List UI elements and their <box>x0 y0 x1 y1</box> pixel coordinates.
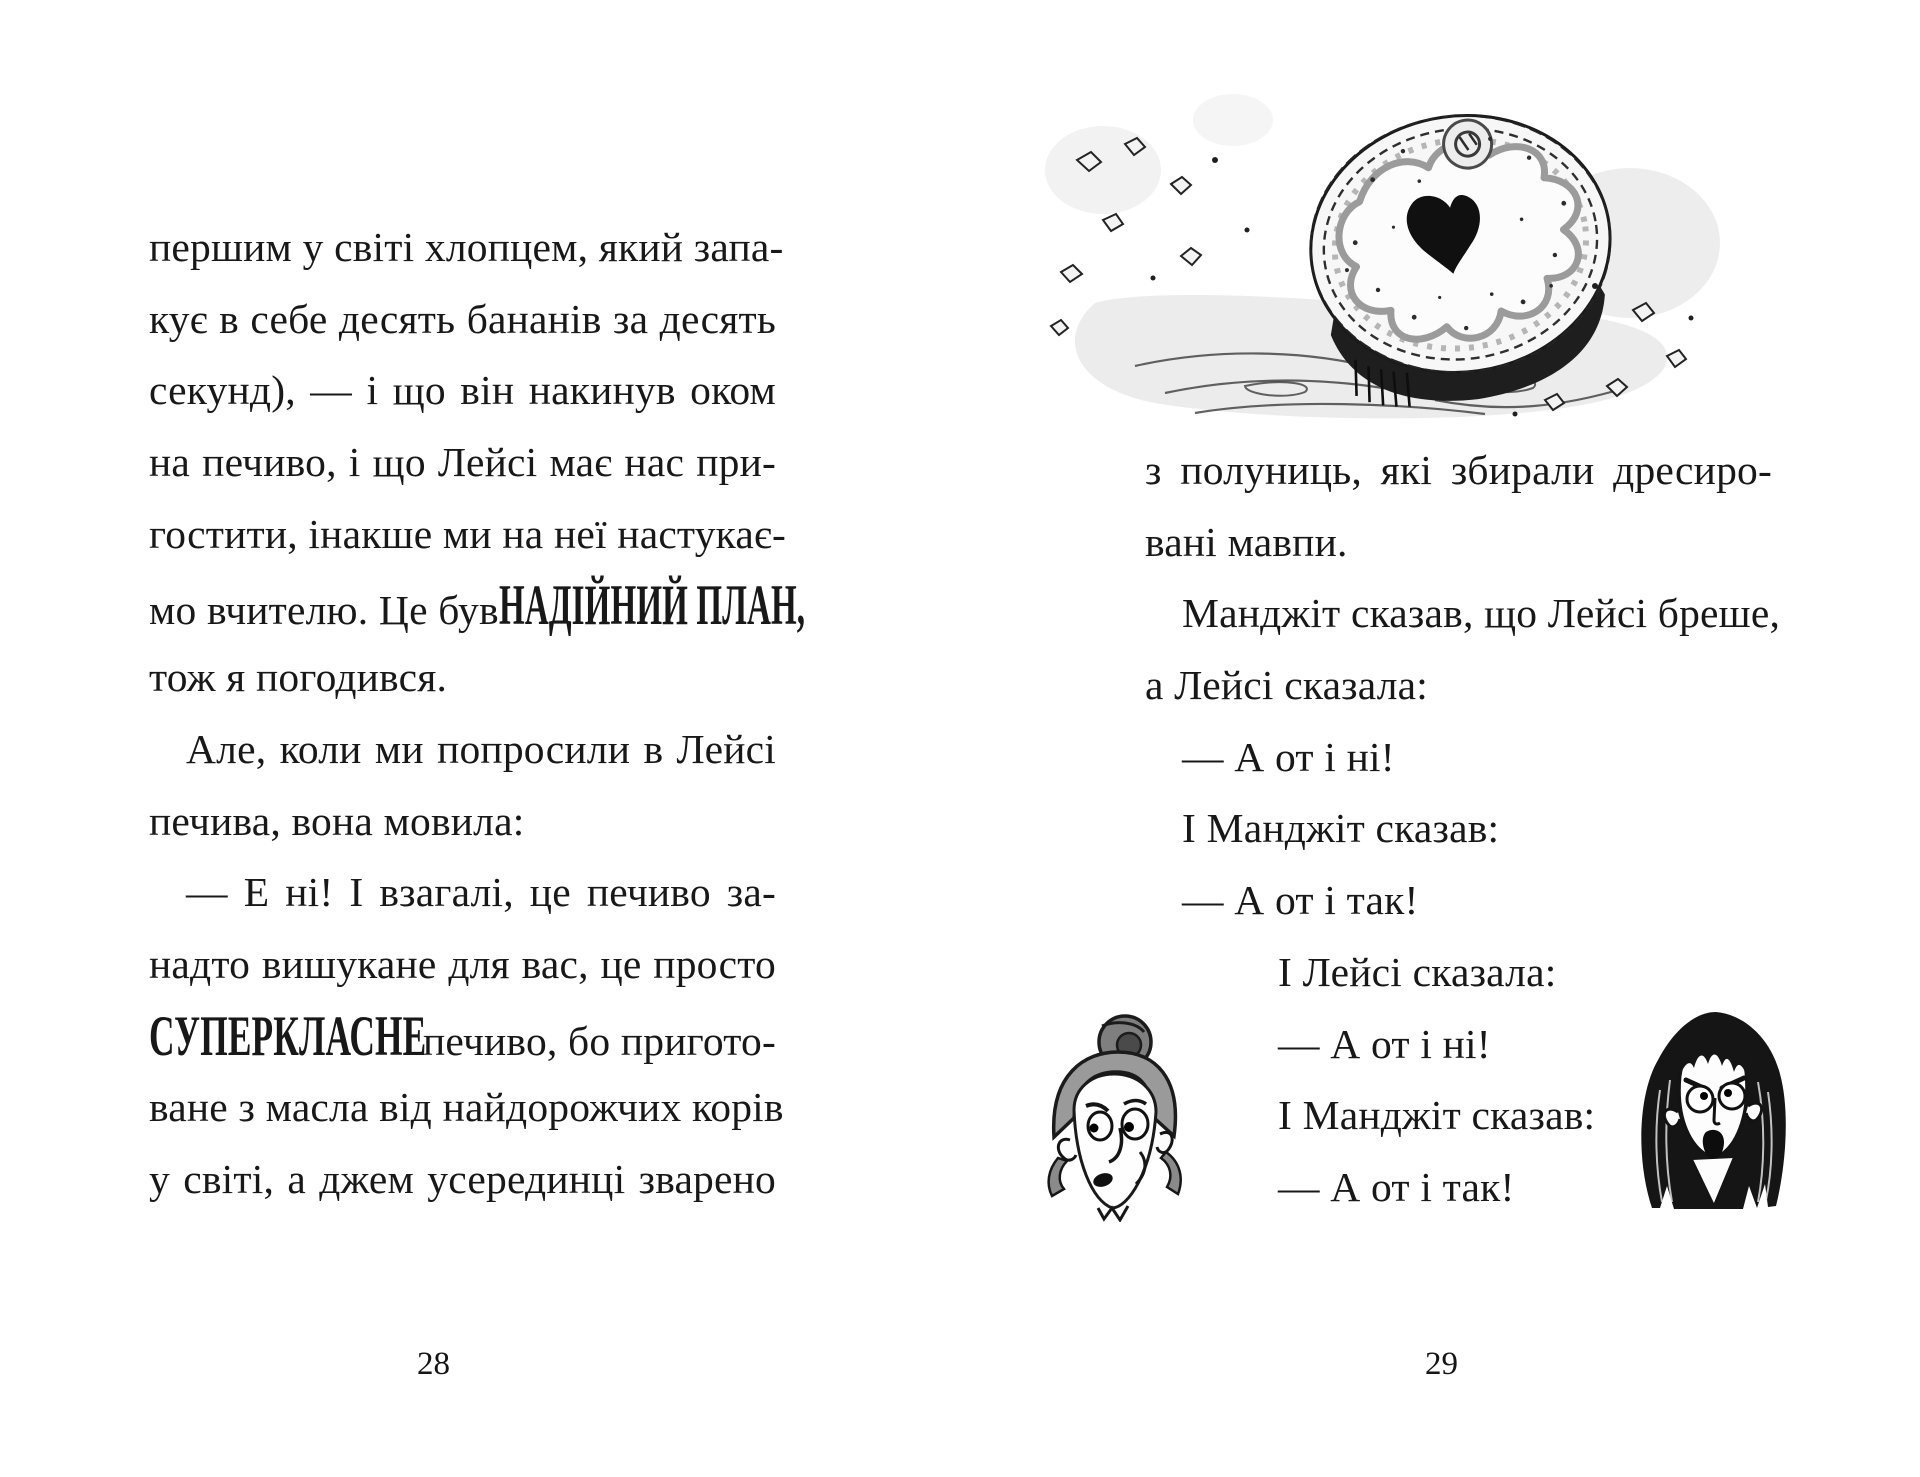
text-line: а Лейсі сказала: <box>1145 662 1429 709</box>
display-caps <box>498 570 805 647</box>
display-caps-text: НАДІЙНИЙ ПЛАН, <box>498 574 805 638</box>
text-line: першим у світі хлопцем, який запа- <box>149 224 784 270</box>
text-line: на печиво, і що Лейсі має нас при- <box>149 439 776 486</box>
display-caps <box>149 1001 427 1078</box>
collar <box>1098 1206 1128 1220</box>
text-line: тож я погодився. <box>149 654 448 701</box>
text-line: з полуниць, які збирали дресиро- <box>1145 447 1772 493</box>
right-ear <box>1157 1132 1172 1152</box>
text-line: — А от і так! <box>1278 1163 1515 1210</box>
face <box>1074 1074 1156 1208</box>
text-line: І Манджіт сказав: <box>1182 805 1500 852</box>
text-line: секунд), — і що він накинув оком <box>149 367 776 414</box>
long-haired-girl-illustration <box>1630 1000 1795 1215</box>
right-ear <box>1746 1103 1762 1121</box>
left-eye <box>1687 1086 1713 1112</box>
text-run: печиво, бо пригото- <box>422 1017 776 1064</box>
text-line: ване з масла від найдорожчих корів <box>149 1084 784 1131</box>
text-line: кує в себе десять бананів за десять <box>149 295 776 342</box>
text-line: І Манджіт сказав: <box>1278 1092 1596 1139</box>
text-line <box>149 570 805 642</box>
text-line: — А от і ні! <box>1182 733 1395 780</box>
display-caps-text: СУПЕРКЛАСНЕ <box>149 1004 427 1068</box>
text-line: Манджіт сказав, що Лейсі бреше, <box>1182 590 1781 637</box>
text-line: — А от і ні! <box>1278 1020 1491 1067</box>
text-line: вані мавпи. <box>1145 518 1348 565</box>
text-run: мо вчителю. Це був <box>149 587 499 634</box>
girl-with-bun-illustration <box>1040 1012 1190 1222</box>
text-line: І Лейсі сказала: <box>1278 948 1557 995</box>
right-eye <box>1719 1083 1745 1109</box>
text-line: печива, вона мовила: <box>149 797 525 844</box>
page-28-text-block <box>149 212 805 1216</box>
text-line: — А от і так! <box>1182 877 1419 924</box>
left-ear <box>1058 1139 1076 1160</box>
page-number: 29 <box>1425 1346 1458 1382</box>
text-line: у світі, а джем усерединці зварено <box>149 1155 776 1202</box>
text-line: гостити, інакше ми на неї настукає- <box>149 510 787 557</box>
page-number: 28 <box>417 1346 450 1382</box>
text-line: — Е ні! І взагалі, це печиво за- <box>186 869 776 916</box>
left-ear <box>1664 1109 1680 1127</box>
text-line <box>149 1001 776 1073</box>
text-line: Але, коли ми попросили в Лейсі <box>186 725 776 772</box>
biscuit-illustration <box>985 48 1735 423</box>
text-line: надто вишукане для вас, це просто <box>149 940 776 987</box>
